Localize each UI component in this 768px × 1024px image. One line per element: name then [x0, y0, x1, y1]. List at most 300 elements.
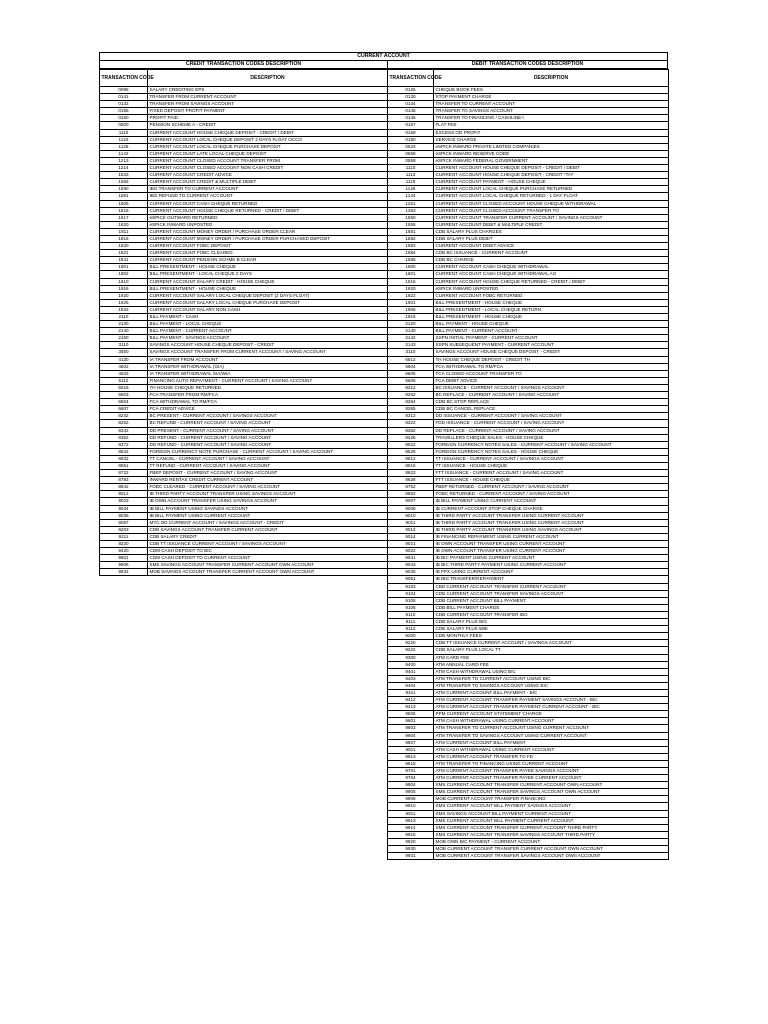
transaction-description: MOB CURRENT ACCOUNT TRANSFER SAVINGS ACCOUNT OWN ACCOUNT [434, 853, 669, 860]
transaction-code: 1600 [388, 264, 434, 271]
transaction-description: IB THIRD PARTY ACCOUNT TRANSFER USING CURRENT ACCOUNT [434, 519, 669, 526]
table-row [388, 157, 669, 164]
transaction-description: CURRENT ACCOUNT CASH CHEQUE WITHDRAWAL [434, 264, 669, 271]
transaction-description: SMS CURRENT ACCOUNT TRANSFER CURRENT ACCOUNT THIRD PARTY [434, 824, 669, 831]
transaction-code: 9010 [388, 512, 434, 519]
transaction-code: 8522 [388, 441, 434, 448]
table-row [388, 377, 669, 384]
transaction-code: 3550 [100, 349, 148, 356]
transaction-code: 1214 [100, 165, 148, 172]
transaction-description: IB OWN ACCOUNT TRANSFER USING CURRENT ACCOUNT [434, 548, 669, 555]
table-row [100, 505, 388, 512]
transaction-description: FTT ISSUANCE - HOUSE CHEQUE [434, 477, 669, 484]
table-row [388, 803, 669, 810]
table-row [100, 143, 388, 150]
table-row [388, 541, 669, 548]
table-row [388, 399, 669, 406]
transaction-code: 9400 [388, 661, 434, 668]
table-row [388, 271, 669, 278]
table-row [100, 484, 388, 491]
table-row [100, 264, 388, 271]
transaction-code: 9012 [388, 526, 434, 533]
transaction-code: 9300 [388, 654, 434, 661]
transaction-code: 9222 [388, 647, 434, 654]
transaction-code: 9023 [100, 498, 148, 505]
transaction-description: CDB BC CANCEL REPLACE [434, 406, 669, 413]
transaction-description: ATM CURRENT ACCOUNT TRANSFER TO FD [434, 753, 669, 760]
table-row [100, 108, 388, 115]
table-row [100, 136, 388, 143]
transaction-description: IA TRANSFER FROM ACCOUNT [148, 356, 388, 363]
transaction-code: 9611 [388, 746, 434, 753]
transaction-code: 1916 [388, 314, 434, 321]
transaction-code: 1620 [100, 221, 148, 228]
transaction-code: 1591 [100, 193, 148, 200]
table-row [100, 321, 388, 328]
table-row [388, 853, 669, 860]
transaction-code: 8752 [388, 484, 434, 491]
transaction-description: CDB SALARY PLUS WBI [434, 626, 669, 633]
transaction-code: 9057 [100, 519, 148, 526]
transaction-code: 1142 [100, 150, 148, 157]
transaction-code: 1213 [100, 157, 148, 164]
transaction-description: CURRENT ACCOUNT PAYMENT - HOUSE CHEQUE [434, 179, 669, 186]
transaction-code: 9043 [388, 562, 434, 569]
table-row [388, 838, 669, 845]
table-row [100, 87, 388, 94]
transaction-description: CURRENT ACCOUNT LOCAL CHEQUE PURCHASE RETURNED [434, 186, 669, 193]
transaction-code: 9111 [388, 619, 434, 626]
table-row [388, 562, 669, 569]
table-row [100, 165, 388, 172]
transaction-code: 9220 [100, 541, 148, 548]
transaction-code: 8626 [388, 477, 434, 484]
transaction-code: 1550 [388, 214, 434, 221]
transaction-code: 1822 [388, 292, 434, 299]
transaction-code: 8651 [100, 462, 148, 469]
table-row [388, 115, 669, 122]
transaction-code: 0095 [100, 87, 148, 94]
transaction-code: 9220 [388, 640, 434, 647]
transaction-code: 9041 [388, 555, 434, 562]
transaction-description: TT CANCEL - CURRENT ACCOUNT / SAVING ACCOUNT [148, 455, 388, 462]
table-row [388, 768, 669, 775]
table-row [100, 285, 388, 292]
table-row [100, 448, 388, 455]
transaction-code: 0146 [388, 115, 434, 122]
table-row [388, 321, 669, 328]
transaction-code: 9906 [100, 562, 148, 569]
table-row [388, 448, 669, 455]
transaction-description: BILL PRESENTMENT - LOCAL CHEQUE RETURN [434, 306, 669, 313]
transaction-code: 9904 [388, 782, 434, 789]
credit-header-row [100, 70, 388, 87]
table-row [100, 399, 388, 406]
transaction-code: 1110 [388, 165, 434, 172]
transaction-code: 8852 [388, 491, 434, 498]
transaction-description: FINANCING AUTO REPAYMENT - CURRENT ACCOUNT / SAVING ACCOUNT [148, 377, 388, 384]
table-row [388, 356, 669, 363]
transaction-description: TRANSFER TO SAVINGS ACCOUNT [434, 108, 669, 115]
table-row [388, 533, 669, 540]
transaction-description: ATM CURRENT ACCOUNT BILL PAYMENT - BIC [434, 689, 669, 696]
transaction-code: 9011 [388, 519, 434, 526]
table-row [100, 243, 388, 250]
transaction-code: 9603 [388, 725, 434, 732]
table-row [388, 831, 669, 838]
table-row [388, 569, 669, 576]
transaction-description: FCA DEBIT ADVICE [434, 377, 669, 384]
table-row [388, 264, 669, 271]
transaction-description: SMS SAVINGS ACCOUNT TRANSFER CURRENT ACCOUNT OWN ACCOUNT [148, 562, 388, 569]
transaction-description: CDB BC CHARGE [434, 257, 669, 264]
transaction-code: 0125 [388, 87, 434, 94]
transaction-code: 9913 [388, 817, 434, 824]
transaction-code: 8262 [388, 392, 434, 399]
transaction-description: PENSION SCHEME A - CREDIT [148, 122, 388, 129]
table-row [388, 228, 669, 235]
transaction-description: SSPN SUBSEQUENT PAYMENT - CURRENT ACCOUNT [434, 342, 669, 349]
transaction-code: 2140 [388, 328, 434, 335]
table-row [388, 94, 669, 101]
table-row [388, 484, 669, 491]
table-row [388, 725, 669, 732]
transaction-description: ATM CASH WITHDRAWAL USING CURRENT ACCOUNT [434, 746, 669, 753]
table-row [388, 193, 669, 200]
transaction-description: CDB CURRENT ACCOUNT TRANSFER IBG [434, 611, 669, 618]
table-row [100, 441, 388, 448]
table-row [100, 384, 388, 391]
transaction-code: 8842 [100, 484, 148, 491]
transaction-code-sheet [99, 52, 668, 860]
transaction-description: CDB SALARY PLUS CHARGES [434, 228, 669, 235]
table-row [388, 597, 669, 604]
table-row [388, 824, 669, 831]
table-row [100, 392, 388, 399]
transaction-code: 1933 [100, 306, 148, 313]
transaction-description: CBD CURRENT ACCOUNT TRANSFER CURRENT ACCOUNT [434, 583, 669, 590]
table-row [388, 746, 669, 753]
table-row [388, 413, 669, 420]
transaction-code: 9908 [388, 796, 434, 803]
transaction-description: CDM CASH DEPOSIT TO CURRENT ACCOUNT [148, 555, 388, 562]
transaction-description: IB OWN ACCOUNT TRANSFER USING SAVINGS ACCOUNT [148, 498, 388, 505]
transaction-code: 1263 [388, 207, 434, 214]
table-row [100, 200, 388, 207]
transaction-description: TH HOUSE CHEQUE DEPOSIT - CREDIT TH [434, 356, 669, 363]
table-row [388, 555, 669, 562]
table-row [388, 406, 669, 413]
transaction-description: CDB CURRENT ACCOUNT TRANSFER SAVINGS ACCOUNT [434, 590, 669, 597]
transaction-code: 0169 [388, 129, 434, 136]
table-row [388, 342, 669, 349]
columns [99, 61, 668, 860]
transaction-description: FDD ISSUANCE - CURRENT ACCOUNT / SAVING ACCOUNT [434, 420, 669, 427]
table-row [100, 228, 388, 235]
transaction-code: 9007 [388, 498, 434, 505]
transaction-code: 6603 [100, 392, 148, 399]
transaction-code: 0500 [100, 122, 148, 129]
transaction-description: SMS SAVINGS ACCOUNT BILL PAYMENT CURRENT ACCOUNT [434, 810, 669, 817]
transaction-description: CURRENT ACCOUNT CLOSED ACCOUNT TRANSFER TO [434, 207, 669, 214]
transaction-description: CURRENT ACCOUNT CREDIT & MULTIPLE DEBIT [148, 179, 388, 186]
table-row [388, 200, 669, 207]
transaction-code: 8312 [388, 413, 434, 420]
table-row [388, 753, 669, 760]
transaction-description: IB CURRENT ACCOUNT STOP CHEQUE CHARGE [434, 505, 669, 512]
transaction-code: 8352 [100, 434, 148, 441]
transaction-description: CDM CASH DEPOSIT TO BIC [148, 548, 388, 555]
table-row [100, 477, 388, 484]
transaction-code: 0144 [388, 101, 434, 108]
transaction-code: 6607 [100, 406, 148, 413]
transaction-code: 9920 [388, 838, 434, 845]
table-row [388, 186, 669, 193]
table-row [388, 108, 669, 115]
table-row [100, 342, 388, 349]
credit-section [99, 61, 387, 576]
table-row [388, 470, 669, 477]
transaction-code: 1901 [388, 299, 434, 306]
transaction-description: BILL PRESENTMENT - HOUSE CHEQUE [148, 264, 388, 271]
transaction-code: 2140 [100, 328, 148, 335]
transaction-code: 9604 [388, 732, 434, 739]
transaction-code: 0145 [388, 108, 434, 115]
transaction-code: 9413 [388, 704, 434, 711]
transaction-code: 1601 [388, 271, 434, 278]
transaction-description: CDB SALARY PLUS IBG [434, 619, 669, 626]
transaction-description: BILL PRESENTMENT - HOUSE CHEQUE [434, 299, 669, 306]
transaction-description: ATM CURRENT ACCOUNT TRANSFER PAYEE SAVINGS ACCOUNT [434, 768, 669, 775]
transaction-description: MOB OWN BIC PAYMENT - CURRENT ACCOUNT [434, 838, 669, 845]
transaction-code: 1556 [100, 179, 148, 186]
table-row [388, 817, 669, 824]
table-row [100, 491, 388, 498]
transaction-description: SAVINGS ACCOUNT TRANSFER FROM CURRENT ACCOUNT / SAVING ACCOUNT [148, 349, 388, 356]
transaction-code: 1582 [388, 235, 434, 242]
table-row [100, 512, 388, 519]
table-row [388, 846, 669, 853]
table-row [100, 533, 388, 540]
transaction-description: eSPICK INWARD PRIVATE LIMITED COMPANIES [434, 143, 669, 150]
table-row [388, 207, 669, 214]
table-row [388, 314, 669, 321]
table-row [100, 186, 388, 193]
transaction-description: ATM CURRENT ACCOUNT BILL PAYMENT [434, 739, 669, 746]
table-row [388, 143, 669, 150]
transaction-description: CDB TT ISSUANCE CURRENT ACCOUNT / SAVINGS ACCOUNT [434, 640, 669, 647]
transaction-description: SALARY CREDITING EPS [148, 87, 388, 94]
table-row [100, 562, 388, 569]
transaction-description: TH HOUSE CHEQUE RETURNED [148, 384, 388, 391]
transaction-code: 1605 [100, 200, 148, 207]
transaction-code: 9932 [100, 569, 148, 576]
transaction-code: 2110 [100, 314, 148, 321]
transaction-code: 1902 [100, 271, 148, 278]
transaction-description: BILL PRESENTMENT - LOCAL CHEQUE 2 DAYS [148, 271, 388, 278]
transaction-code: 1901 [100, 264, 148, 271]
table-row [100, 221, 388, 228]
transaction-description: CDB SALARY CREDIT [148, 533, 388, 540]
transaction-code: 0141 [100, 94, 148, 101]
transaction-description: TRANSFER FROM SAVINGS ACCOUNT [148, 101, 388, 108]
transaction-code: 1920 [100, 292, 148, 299]
transaction-code: 9607 [388, 739, 434, 746]
transaction-code: 9103 [388, 583, 434, 590]
transaction-code: 4602 [100, 363, 148, 370]
table-row [388, 328, 669, 335]
table-row [388, 796, 669, 803]
table-row [100, 555, 388, 562]
transaction-description: CURRENT ACCOUNT FOBC DEPOSIT [148, 243, 388, 250]
table-row [100, 129, 388, 136]
table-row [100, 115, 388, 122]
transaction-description: CURRENT ACCOUNT CASH CHEQUE WITHDRAWAL AG [434, 271, 669, 278]
transaction-code: 0167 [388, 122, 434, 129]
table-row [100, 193, 388, 200]
table-row [388, 427, 669, 434]
transaction-code: 1906 [388, 306, 434, 313]
transaction-description: FBEP DEPOSIT - CURRENT ACCOUNT / SAVING ACCOUNT [148, 470, 388, 477]
table-row [100, 498, 388, 505]
table-row [100, 278, 388, 285]
transaction-description: CURRENT ACCOUNT LOCAL CHEQUE RETURNED - 1 DAY FLOAT [434, 193, 669, 200]
table-row [100, 548, 388, 555]
transaction-description: BC REPLACE - CURRENT ACCOUNT / SAVING ACCOUNT [434, 392, 669, 399]
transaction-description: IB THIRD PARTY ACCOUNT TRANSFER USING SAVINGS ACCOUNT [434, 526, 669, 533]
transaction-description: CURRENT ACCOUNT CREDIT ADVICE [148, 172, 388, 179]
debit-table-body [388, 87, 669, 860]
transaction-description: CDB CURRENT ACCOUNT BILL PAYMENT [434, 597, 669, 604]
transaction-description: MOB CURRENT ACCOUNT TRANSFER CURRENT ACCOUNT OWN ACCOUNT [434, 846, 669, 853]
transaction-code: 9911 [388, 810, 434, 817]
table-row [388, 505, 669, 512]
table-row [388, 633, 669, 640]
transaction-description: IA TRANSFER WITHDRAWAL SIA/WIA [148, 370, 388, 377]
transaction-code: 2150 [100, 335, 148, 342]
table-row [100, 172, 388, 179]
transaction-description: CURRENT ACCOUNT SALARY LOCAL CHEQUE PURCHASE DEPOSIT [148, 299, 388, 306]
transaction-code: 9701 [388, 768, 434, 775]
transaction-code: 8372 [100, 441, 148, 448]
transaction-code: 9104 [388, 590, 434, 597]
transaction-description: CURRENT ACCOUNT SALARY CREDIT - HOUSE CHEQUE [148, 278, 388, 285]
table-row [388, 462, 669, 469]
transaction-code: 9045 [388, 569, 434, 576]
transaction-description: IB BIC THIRD PARTY PAYMENT USING CURRENT ACCOUNT [434, 562, 669, 569]
transaction-code: 9930 [388, 846, 434, 853]
transaction-description: IB BILL PAYMENT USING CURRENT ACCOUNT [434, 498, 669, 505]
transaction-code: 1125 [100, 143, 148, 150]
credit-table-body [100, 87, 388, 576]
table-row [388, 214, 669, 221]
table-row [388, 697, 669, 704]
transaction-code: 1119 [388, 179, 434, 186]
transaction-code: 2142 [388, 335, 434, 342]
transaction-description: BILL PRESENTMENT - HOUSE CHEQUE [434, 314, 669, 321]
transaction-description: CURRENT ACCOUNT DEBIT & MULTIPLE CREDIT [434, 221, 669, 228]
transaction-code: 9412 [388, 697, 434, 704]
transaction-description: IB FPX USING CURRENT ACCOUNT [434, 569, 669, 576]
transaction-code: 1910 [100, 278, 148, 285]
transaction-code: 0523 [388, 143, 434, 150]
transaction-description: PROFIT PAID [148, 115, 388, 122]
table-row [388, 285, 669, 292]
table-row [388, 370, 669, 377]
transaction-description: FOREIGN CURRENCY NOTES SALES - CURRENT ACCOUNT / SAVING ACCOUNT [434, 441, 669, 448]
credit-table [99, 69, 388, 576]
transaction-code: 9506 [388, 711, 434, 718]
transaction-code: 6604 [388, 363, 434, 370]
transaction-description: IBG REFUND TO CURRENT ACCOUNT [148, 193, 388, 200]
transaction-code: 9618 [388, 760, 434, 767]
transaction-code: 9110 [388, 611, 434, 618]
table-row [100, 541, 388, 548]
transaction-description: CURRENT ACCOUNT CLOSED ACCOUNT NON CASH CREDIT [148, 165, 388, 172]
table-row [388, 640, 669, 647]
transaction-code: 0180 [388, 136, 434, 143]
table-row [388, 477, 669, 484]
transaction-description: CURRENT ACCOUNT MONEY ORDER / PURCHASE ORDER CLEAR [148, 228, 388, 235]
transaction-code: 9403 [388, 675, 434, 682]
table-row [100, 349, 388, 356]
transaction-description: DD ISSUANCE - CURRENT ACCOUNT / SAVING ACCOUNT [434, 413, 669, 420]
transaction-description: CURRENT ACCOUNT FOBC RETURNED [434, 292, 669, 299]
transaction-code: 9420 [100, 548, 148, 555]
table-row [388, 434, 669, 441]
transaction-description: CURRENT ACCOUNT PENSION SCHME B CLEAR [148, 257, 388, 264]
transaction-description: BILL PAYMENT - HOUSE CHEQUE [434, 321, 669, 328]
transaction-description: IB BIC PAYMENT USING CURRENT ACCOUNT [434, 555, 669, 562]
transaction-code: 1820 [100, 243, 148, 250]
table-row [388, 392, 669, 399]
table-row [388, 647, 669, 654]
transaction-description: FBEP RETURNED - CURRENT ACCOUNT / SAVING ACCOUNT [434, 484, 669, 491]
transaction-code: 5112 [100, 377, 148, 384]
transaction-description: ATM TRANSFER TO SAVINGS ACCOUNT USING BIC [434, 682, 669, 689]
transaction-description: ATM TRANSFER TO SAVINGS ACCOUNT USING CURRENT ACCOUNT [434, 732, 669, 739]
transaction-description: BC PRESENT - CURRENT ACCOUNT / SAVINGS ACCOUNT [148, 413, 388, 420]
transaction-code: 3110 [388, 349, 434, 356]
table-row [100, 370, 388, 377]
table-row [100, 462, 388, 469]
transaction-description: CURRENT ACCOUNT DEBIT ADVICE [434, 243, 669, 250]
transaction-description: BILL PAYMENT - LOCAL CHEQUE [148, 321, 388, 328]
transaction-description: IB IBG TRANSFER/REPAYMENT [434, 576, 669, 583]
transaction-description: FCA WITHDRAWAL TO RM/FCA [148, 399, 388, 406]
transaction-description: STOP PAYMENT CHARGE [434, 94, 669, 101]
transaction-description: FOREIGN CURRENCY NOTE PURCHASE - CURRENT ACCOUNT / SAVING ACCOUNT [148, 448, 388, 455]
transaction-code: 0142 [100, 101, 148, 108]
table-row [388, 689, 669, 696]
transaction-code: 1925 [100, 299, 148, 306]
transaction-description: FCA CLOSED ACCOUNT TRANSFER TO [434, 370, 669, 377]
table-row [388, 782, 669, 789]
transaction-code: 1590 [100, 186, 148, 193]
transaction-description: BC ISSUANCE - CURRENT ACCOUNT / SAVINGS ACCOUNT [434, 384, 669, 391]
transaction-description: IA TRANSFER WITHDRAWAL (GIA) [148, 363, 388, 370]
table-row [100, 427, 388, 434]
transaction-code: 1620 [388, 285, 434, 292]
transaction-code: 8632 [100, 455, 148, 462]
transaction-description: BILL PAYMENT - CURRENT ACCOUNT [434, 328, 669, 335]
table-row [388, 235, 669, 242]
table-row [100, 335, 388, 342]
transaction-description: CURRENT ACCOUNT LOCAL CHEQUE DEPOSIT 2 DAYS FLOAT OCCO [148, 136, 388, 143]
transaction-description: IB THIRD PARTY ACCOUNT TRANSFER USING CURRENT ACCOUNT [434, 512, 669, 519]
transaction-description: FCA TRANSFER FROM RM/FCA [148, 392, 388, 399]
transaction-code: 1821 [100, 250, 148, 257]
